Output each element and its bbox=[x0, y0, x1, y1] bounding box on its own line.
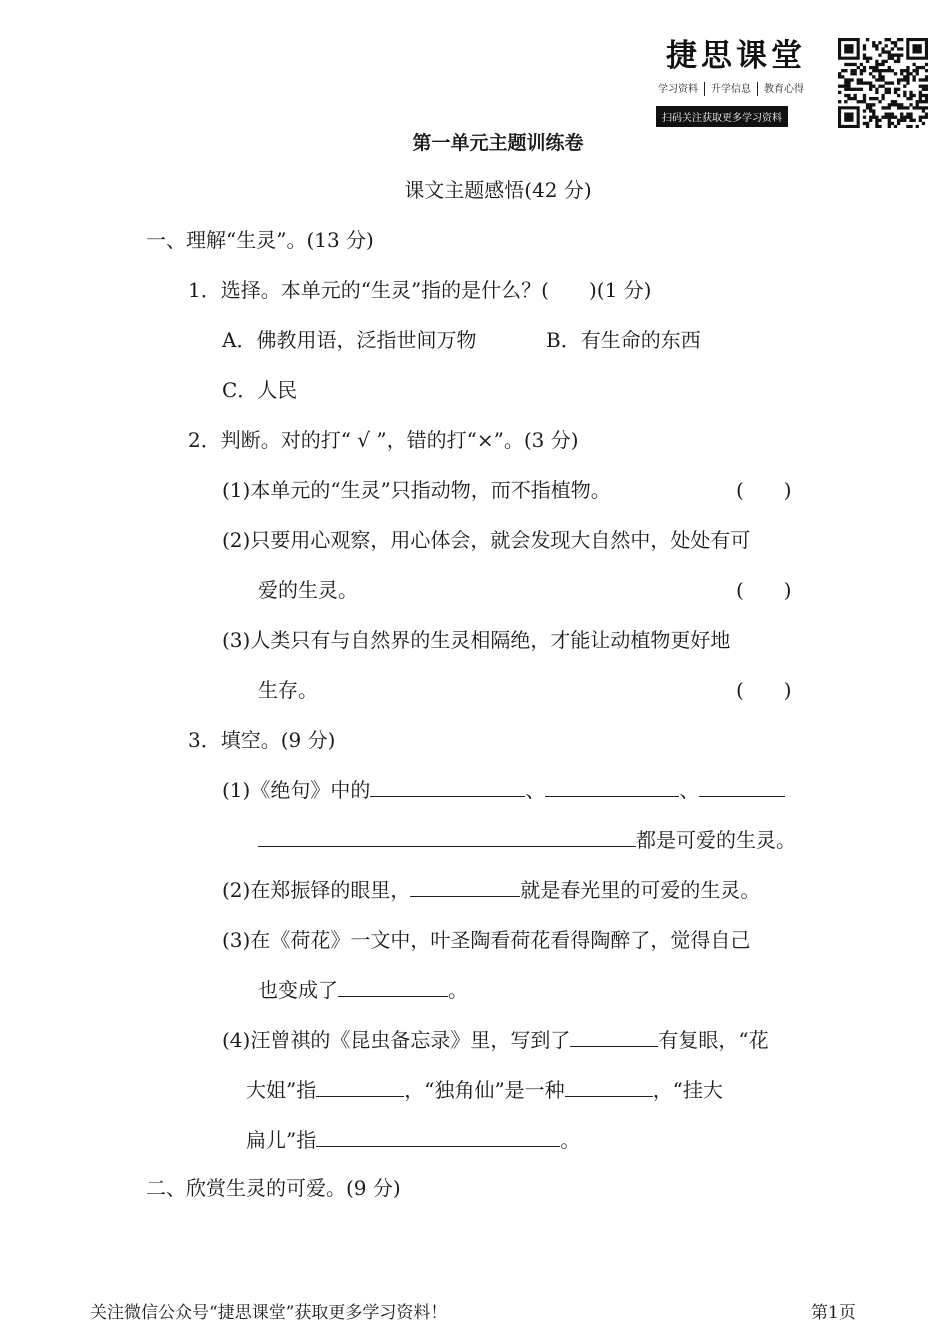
brand-tag-admission: 升学信息 bbox=[711, 84, 751, 95]
q3-item4-period: 。 bbox=[560, 1128, 581, 1152]
footer-note: 关注微信公众号“捷思课堂”获取更多学习资料！ bbox=[90, 1303, 448, 1323]
q3-item1-comma-2: 、 bbox=[679, 778, 700, 802]
q1-option-c: C．人民 bbox=[222, 378, 298, 402]
q3-item4-l2c: ，“挂大 bbox=[652, 1078, 723, 1102]
q3-item4-line1 bbox=[222, 1026, 769, 1054]
q3-item4-l2a: 大姐”指 bbox=[246, 1078, 317, 1102]
q3-item3-period: 。 bbox=[448, 978, 468, 1002]
q2-item2-answer: ( ) bbox=[736, 578, 792, 602]
q3-item1-blank-2[interactable] bbox=[545, 776, 679, 797]
q2-item3-answer: ( ) bbox=[736, 678, 792, 702]
brand-tag-education: 教育心得 bbox=[764, 84, 804, 95]
q3-item1-suffix: 都是可爱的生灵。 bbox=[636, 828, 796, 852]
q2-item3-line1: (3)人类只有与自然界的生灵相隔绝，才能让动植物更好地 bbox=[222, 628, 731, 652]
q3-item3-prefix: 也变成了 bbox=[258, 978, 338, 1002]
q3-item1-prefix: (1)《绝句》中的 bbox=[222, 778, 371, 802]
brand-tag-study: 学习资料 bbox=[658, 84, 698, 95]
q3-item2-suffix: 就是春光里的可爱的生灵。 bbox=[520, 878, 761, 902]
q3-item4-blank-1[interactable] bbox=[570, 1026, 658, 1047]
page-number: 第1页 bbox=[811, 1303, 856, 1323]
q3-item4-prefix: (4)汪曾祺的《昆虫备忘录》里，写到了 bbox=[222, 1028, 571, 1052]
q1-option-b: B．有生命的东西 bbox=[546, 328, 701, 352]
q3-item4-blank-2[interactable] bbox=[316, 1076, 404, 1097]
page-subtitle: 课文主题感悟(42 分) bbox=[404, 178, 592, 202]
q3-item1-line1 bbox=[222, 776, 785, 804]
q3-item4-mid: 有复眼，“花 bbox=[658, 1028, 769, 1052]
q3-item2-prefix: (2)在郑振铎的眼里， bbox=[222, 878, 411, 902]
brand-name: 捷思课堂 bbox=[666, 38, 806, 74]
q3-item1-blank-3[interactable] bbox=[699, 776, 785, 797]
q3-item1-blank-1[interactable] bbox=[370, 776, 525, 797]
section2-heading: 二、欣赏生灵的可爱。(9 分) bbox=[146, 1176, 401, 1200]
q3-item4-l2b: ，“独角仙”是一种 bbox=[404, 1078, 565, 1102]
q3-item1-blank-4[interactable] bbox=[258, 826, 636, 847]
qr-code-icon[interactable] bbox=[838, 38, 928, 132]
q3-item4-line2 bbox=[246, 1076, 723, 1104]
q3-item4-line3 bbox=[246, 1126, 580, 1154]
q2-item2-line2: 爱的生灵。 bbox=[258, 578, 358, 602]
q3-item4-blank-4[interactable] bbox=[316, 1126, 560, 1147]
q1-option-a: A．佛教用语，泛指世间万物 bbox=[222, 328, 477, 352]
section1-heading: 一、理解“生灵”。(13 分) bbox=[146, 228, 374, 252]
q3-item2 bbox=[222, 876, 760, 904]
q1-stem: 1．选择。本单元的“生灵”指的是什么？( )(1 分) bbox=[188, 278, 652, 302]
q3-item1-line2 bbox=[258, 826, 796, 854]
page-title: 第一单元主题训练卷 bbox=[412, 132, 584, 154]
q3-item1-comma-1: 、 bbox=[525, 778, 546, 802]
q3-item3-line2 bbox=[258, 976, 468, 1004]
brand-tags bbox=[658, 80, 804, 96]
q2-stem: 2．判断。对的打“ √ ”，错的打“×”。(3 分) bbox=[188, 428, 579, 452]
q3-item3-blank[interactable] bbox=[338, 976, 448, 997]
q2-item2-line1: (2)只要用心观察，用心体会，就会发现大自然中，处处有可 bbox=[222, 528, 751, 552]
q3-stem: 3．填空。(9 分) bbox=[188, 728, 336, 752]
q3-item4-blank-3[interactable] bbox=[565, 1076, 653, 1097]
q2-item1: (1)本单元的“生灵”只指动物，而不指植物。 bbox=[222, 478, 611, 502]
q2-item1-answer: ( ) bbox=[736, 478, 792, 502]
q2-item3-line2: 生存。 bbox=[258, 678, 318, 702]
q3-item3-line1: (3)在《荷花》一文中，叶圣陶看荷花看得陶醉了，觉得自己 bbox=[222, 928, 751, 952]
q3-item2-blank[interactable] bbox=[410, 876, 520, 897]
brand-banner: 扫码关注获取更多学习资料 bbox=[656, 106, 788, 127]
q3-item4-l3a: 扁儿”指 bbox=[246, 1128, 317, 1152]
